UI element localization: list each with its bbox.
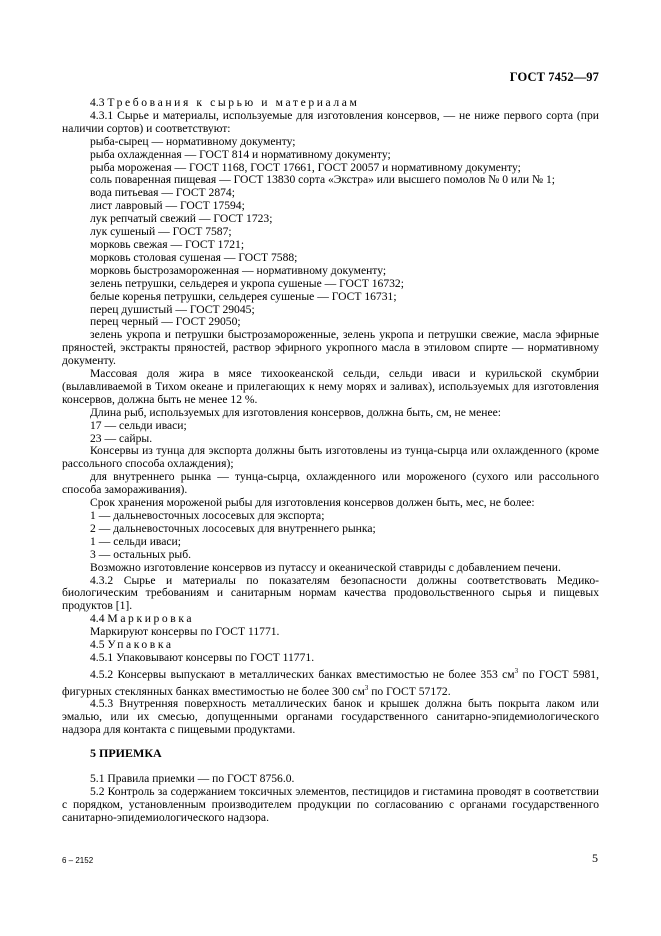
list-item: 3 — остальных рыб.	[90, 547, 192, 561]
spaced-heading: Маркировка	[107, 612, 195, 626]
paragraph-pollock: Возможно изготовление консервов из путассу и океанической ставриды с добавлением печени.	[90, 560, 561, 574]
paragraph-4-3-1: 4.3.1 Сырье и материалы, используемые для изготовления консервов, — не ниже первого сорта (при наличии сортов) и соответствуют:	[62, 108, 599, 135]
list-item: 17 — сельди иваси;	[90, 418, 187, 432]
paragraph-tuna-domestic: для внутреннего рынка — тунца-сырца, охлажденного или мороженого (сухого или рассольного способа замораживания).	[62, 470, 599, 497]
list-item: вода питьевая — ГОСТ 2874;	[90, 186, 235, 200]
list-item: лук репчатый свежий — ГОСТ 1723;	[90, 212, 273, 226]
page-number: 5	[592, 851, 598, 865]
list-item: зелень петрушки, сельдерея и укропа сушеные — ГОСТ 16732;	[90, 276, 404, 290]
materials-list	[62, 136, 599, 330]
paragraph-4-5-2: 4.5.2 Консервы выпускают в металлических банках вместимостью не более 353 $см^3$ по ГОСТ 5981, фигурных стеклянных банках вместимостью не более 300 $см^3$ по ГОСТ 57172.	[62, 666, 600, 698]
section-4-4-heading: 4.4 Маркировка	[90, 612, 195, 626]
list-item: рыба охлажденная — ГОСТ 814 и нормативному документу;	[90, 147, 391, 161]
list-item: рыба мороженая — ГОСТ 1168, ГОСТ 17661, ГОСТ 20057 и нормативному документу;	[90, 160, 521, 174]
page-body	[62, 97, 599, 825]
list-item: морковь быстрозамороженная — нормативному документу;	[90, 263, 387, 277]
list-item: морковь столовая сушеная — ГОСТ 7588;	[90, 250, 298, 264]
section-4-5-heading: 4.5 Упаковка	[90, 638, 174, 652]
list-item: перец душистый — ГОСТ 29045;	[90, 302, 255, 316]
list-item: 23 — сайры.	[90, 431, 153, 445]
paragraph-fat-content: Массовая доля жира в мясе тихоокеанской сельди, сельди иваси и курильской скумбрии (вылавливаемой в Тихом океане и прилегающих к нему морях и заливах), используемых для изготовления консервов, должна быть не менее 12 %.	[62, 367, 599, 406]
list-item: 2 — дальневосточных лососевых для внутреннего рынка;	[90, 521, 376, 535]
spaced-heading: Упаковка	[107, 638, 174, 652]
paragraph-5-2: 5.2 Контроль за содержанием токсичных элементов, пестицидов и гистамина проводят в соответствии с порядком, установленным производителем продукции по согласованию с органами государственного санитарно-эпидемиологического надзора.	[62, 784, 599, 824]
paragraph-4-3-2: 4.3.2 Сырье и материалы по показателям безопасности должны соответствовать Медико-биологическим требованиям и санитарным нормам качества продовольственного сырья и пищевых продуктов [1].	[62, 573, 599, 613]
list-item: соль поваренная пищевая — ГОСТ 13830 сорта «Экстра» или высшего помолов № 0 или № 1;	[90, 173, 555, 187]
paragraph-fish-length: Длина рыб, используемых для изготовления консервов, должна быть, см, не менее:	[90, 405, 501, 419]
paragraph-greens: зелень укропа и петрушки быстрозамороженные, зелень укропа и петрушки свежие, масла эфирные пряностей, экстракты пряностей, раствор эфирного укропного масла в этиловом спирте — нормативному документу.	[62, 328, 599, 368]
list-item: 1 — дальневосточных лососевых для экспорта;	[90, 509, 325, 522]
document-header: ГОСТ 7452—97	[509, 70, 599, 84]
paragraph-4-5-3: 4.5.3 Внутренняя поверхность металлических банок и крышек должна быть покрыта лаком или эмалью, или их смесью, допущенными органами государственного санитарно-эпидемиологического надзора для контакта с пищевыми продуктами.	[62, 697, 599, 737]
list-item: рыба-сырец — нормативному документу;	[90, 134, 296, 148]
list-item: белые коренья петрушки, сельдерея сушеные — ГОСТ 16731;	[90, 289, 397, 303]
section-5-heading: 5 ПРИЕМКА	[90, 746, 162, 761]
section-4-3-heading: 4.3 Требования к сырью и материалам	[90, 96, 360, 109]
list-item: морковь свежая — ГОСТ 1721;	[90, 237, 245, 251]
list-item: перец черный — ГОСТ 29050;	[90, 315, 241, 329]
paragraph-5-1: 5.1 Правила приемки — по ГОСТ 8756.0.	[90, 772, 295, 786]
list-item: 1 — сельди иваси;	[90, 534, 181, 548]
spaced-heading: Требования к сырью и материалам	[107, 96, 360, 109]
paragraph-4-5-1: 4.5.1 Упаковывают консервы по ГОСТ 11771.	[90, 650, 315, 664]
list-item: лук сушеный — ГОСТ 7587;	[90, 225, 232, 239]
paragraph-tuna-export: Консервы из тунца для экспорта должны быть изготовлены из тунца-сырца или охлажденного (кроме рассольного способа охлаждения);	[62, 444, 599, 471]
list-item: лист лавровый — ГОСТ 17594;	[90, 199, 245, 213]
paragraph-marking: Маркируют консервы по ГОСТ 11771.	[90, 625, 280, 639]
paragraph-storage-term: Срок хранения мороженой рыбы для изготовления консервов должен быть, мес, не более:	[90, 496, 535, 510]
print-code: 6 – 2152	[62, 856, 94, 865]
